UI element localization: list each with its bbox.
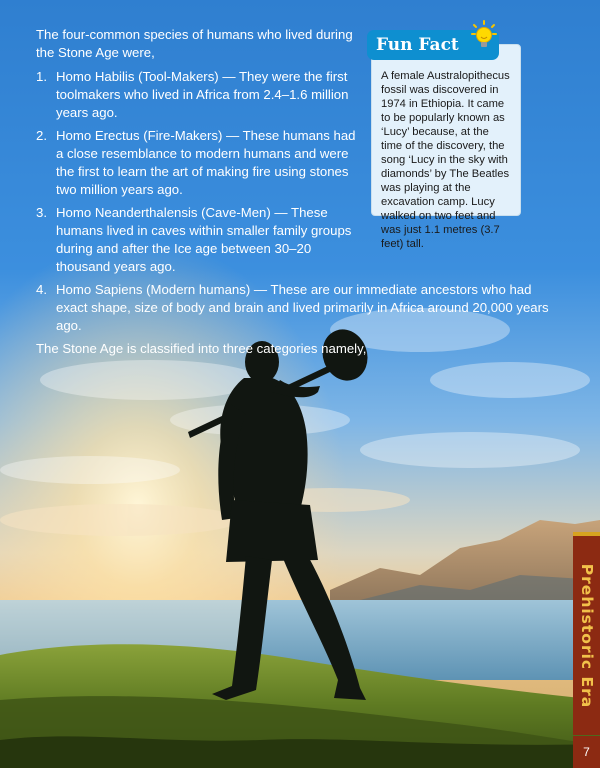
list-item-text: Homo Erectus (Fire-Makers) — These humans had a close resemblance to modern humans and were the first to learn the art of making fire using stones two million years ago. xyxy=(56,128,356,197)
list-item-text: Homo Sapiens (Modern humans) — These are our immediate ancestors who had exact shape, size of body and brain and lived primarily in Africa around 20,000 years ago. xyxy=(56,282,549,333)
list-item-text: Homo Habilis (Tool-Makers) — They were the first toolmakers who lived in Africa from 2.4–1.6 million years ago. xyxy=(56,69,349,120)
closing-paragraph: The Stone Age is classified into three categories namely, xyxy=(36,341,367,356)
list-number: 3. xyxy=(36,205,47,220)
section-tab-label: Prehistoric Era xyxy=(577,563,596,708)
list-number: 1. xyxy=(36,69,47,84)
fun-fact-title: Fun Fact xyxy=(367,30,499,60)
list-number: 4. xyxy=(36,282,47,297)
fun-fact-box xyxy=(371,44,521,250)
intro-paragraph: The four-common species of humans who lived during the Stone Age were, xyxy=(36,27,353,60)
page-number: 7 xyxy=(573,736,600,768)
list-item-text: Homo Neanderthalensis (Cave-Men) — These humans lived in caves within smaller family groups during and after the Ice age between 30–20 thousand years ago. xyxy=(56,205,352,274)
lightbulb-icon xyxy=(471,20,497,52)
fun-fact-text: A female Australopithecus fossil was discovered in 1974 in Ethiopia. It came to be popularly known as ‘Lucy’ because, at the time of the discovery, the song ‘Lucy in the sky with diamonds’ by The Beatles was playing at the excavation camp. Lucy walked on two feet and was just 1.1 metres (3.7 feet) tall. xyxy=(381,70,510,250)
list-number: 2. xyxy=(36,128,47,143)
section-tab xyxy=(573,532,600,735)
list-item xyxy=(36,281,556,335)
